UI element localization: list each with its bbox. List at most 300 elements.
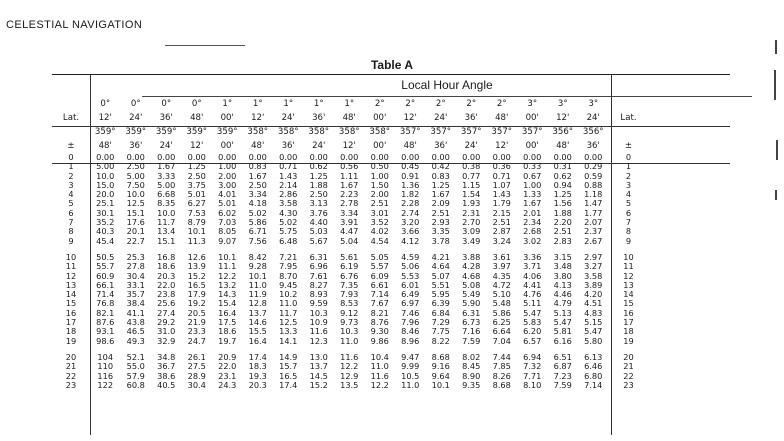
hour-angle-header: 359° [155, 127, 177, 137]
left-label [52, 97, 90, 111]
value-cell: 25.6 [157, 298, 176, 309]
value-cell: 10.1 [248, 270, 267, 281]
value-cell: 82.1 [96, 307, 115, 318]
value-cell: 3.58 [584, 270, 603, 281]
value-cell: 40.5 [157, 379, 176, 390]
hour-angle-header: 36' [586, 141, 600, 151]
value-cell: 14.1 [279, 335, 298, 346]
value-cell: 8.68 [431, 351, 450, 362]
latitude-cell: 7 [68, 217, 74, 228]
running-head: CELESTIAL NAVIGATION [6, 19, 143, 31]
value-cell: 5.86 [492, 307, 511, 318]
value-cell: 11.3 [187, 235, 206, 246]
value-cell: 1.56 [553, 198, 572, 209]
latitude-cell: 6 [68, 207, 74, 218]
latitude-cell-right: 14 [623, 289, 634, 300]
latitude-cell-right: 22 [623, 370, 634, 381]
value-cell: 1.25 [553, 189, 572, 200]
value-cell: 10.1 [431, 379, 450, 390]
value-cell: 9.28 [248, 261, 267, 272]
value-cell: 4.35 [492, 270, 511, 281]
latitude-cell: 13 [65, 279, 77, 290]
value-cell: 1.88 [553, 207, 572, 218]
latitude-cell: 16 [65, 307, 77, 318]
value-cell: 3.71 [523, 261, 542, 272]
value-cell: 43.8 [126, 317, 145, 328]
value-cell: 5.13 [553, 307, 572, 318]
value-cell: 0.00 [218, 152, 237, 162]
value-cell: 4.02 [370, 226, 389, 237]
value-cell: 7.35 [340, 279, 359, 290]
value-cell: 15.2 [309, 379, 328, 390]
value-cell: 6.13 [584, 351, 603, 362]
value-cell: 12.5 [279, 317, 298, 328]
value-cell: 3.34 [248, 189, 267, 200]
hour-angle-header: 36' [464, 113, 478, 123]
value-cell: 7.75 [431, 326, 450, 337]
hour-angle-header: 2° [496, 99, 507, 109]
value-cell: 18.6 [157, 261, 176, 272]
value-cell: 5.53 [401, 270, 420, 281]
header-rule [165, 45, 245, 46]
value-cell: 7.21 [279, 251, 298, 262]
value-cell: 6.68 [157, 189, 176, 200]
right-label: Lat. [620, 113, 637, 123]
value-cell: 6.01 [401, 279, 420, 290]
value-cell: 6.61 [370, 279, 389, 290]
value-cell: 1.25 [309, 170, 328, 181]
value-cell: 27.8 [126, 261, 145, 272]
value-cell: 5.00 [96, 161, 115, 172]
latitude-cell-right: 1 [625, 161, 632, 172]
value-cell: 0.00 [187, 152, 206, 162]
hour-angle-header: 00' [220, 141, 234, 151]
left-label: Lat. [62, 113, 80, 123]
value-cell: 1.67 [340, 179, 359, 190]
value-cell: 5.47 [523, 307, 542, 318]
value-cell: 5.86 [248, 217, 267, 228]
value-cell: 4.12 [401, 235, 420, 246]
value-cell: 13.2 [218, 279, 237, 290]
value-cell: 0.83 [248, 161, 267, 172]
value-cell: 3.78 [431, 235, 450, 246]
value-cell: 0.59 [584, 170, 603, 181]
hour-angle-header: 24' [464, 141, 478, 151]
value-cell: 5.07 [431, 270, 450, 281]
table-title: Table A [370, 58, 413, 72]
latitude-cell: 12 [65, 270, 77, 281]
value-cell: 0.00 [157, 152, 176, 162]
value-cell: 8.93 [309, 289, 328, 300]
value-cell: 1.77 [584, 207, 603, 218]
value-cell: 3.35 [431, 226, 450, 237]
value-cell: 2.51 [492, 217, 511, 228]
value-cell: 5.06 [401, 261, 420, 272]
value-cell: 13.3 [279, 326, 298, 337]
latitude-cell: 11 [65, 261, 77, 272]
latitude-cell-right: 3 [625, 179, 632, 190]
latitude-cell: 22 [65, 370, 77, 381]
value-cell: 9.12 [340, 307, 359, 318]
hour-angle-header: 358° [308, 127, 330, 137]
value-cell: 21.9 [187, 317, 206, 328]
value-cell: 7.44 [492, 351, 511, 362]
value-cell: 13.7 [309, 361, 328, 372]
value-cell: 7.14 [584, 379, 603, 390]
hour-angle-header: 48' [251, 141, 265, 151]
value-cell: 15.1 [126, 207, 145, 218]
value-cell: 7.32 [523, 361, 542, 372]
value-cell: 6.02 [218, 207, 237, 218]
value-cell: 5.02 [248, 207, 267, 218]
value-cell: 1.67 [523, 198, 542, 209]
value-cell: 20.9 [218, 351, 237, 362]
hour-angle-header: 358° [277, 127, 299, 137]
value-cell: 13.5 [340, 379, 359, 390]
latitude-cell: 18 [65, 326, 77, 337]
value-cell: 0.00 [584, 152, 603, 162]
value-cell: 0.00 [126, 152, 145, 162]
value-cell: 3.00 [218, 179, 237, 190]
value-cell: 5.10 [492, 289, 511, 300]
hour-angle-header: 357° [521, 127, 543, 137]
hour-angle-header: 1° [313, 99, 324, 109]
latitude-cell: 19 [65, 335, 77, 346]
value-cell: 2.28 [401, 198, 420, 209]
value-cell: 0.56 [340, 161, 359, 172]
value-cell: 5.75 [279, 226, 298, 237]
value-cell: 11.0 [401, 379, 420, 390]
value-cell: 6.76 [340, 270, 359, 281]
value-cell: 8.70 [279, 270, 298, 281]
value-cell: 4.40 [309, 217, 328, 228]
value-cell: 3.91 [340, 217, 359, 228]
value-cell: 40.3 [96, 226, 115, 237]
value-cell: 7.04 [492, 335, 511, 346]
latitude-cell-right: 4 [625, 189, 632, 200]
value-cell: 0.00 [401, 152, 420, 162]
value-cell: 8.76 [370, 317, 389, 328]
value-cell: 13.9 [187, 261, 206, 272]
value-cell: 2.14 [279, 179, 298, 190]
value-cell: 5.51 [431, 279, 450, 290]
hour-angle-header: 3° [527, 99, 538, 109]
value-cell: 10.1 [218, 251, 237, 262]
value-cell: 57.9 [126, 370, 145, 381]
value-cell: 1.54 [462, 189, 481, 200]
value-cell: 2.51 [431, 207, 450, 218]
value-cell: 1.11 [340, 170, 359, 181]
value-cell: 6.73 [462, 317, 481, 328]
hour-angle-header: 00' [220, 113, 234, 123]
latitude-cell-right: 5 [625, 198, 632, 209]
value-cell: 30.4 [126, 270, 145, 281]
value-cell: 17.9 [187, 289, 206, 300]
value-cell: 46.5 [126, 326, 145, 337]
value-cell: 2.51 [370, 198, 389, 209]
value-cell: 3.58 [279, 198, 298, 209]
right-label [609, 97, 649, 111]
hour-angle-header: 356° [582, 127, 604, 137]
value-cell: 7.59 [462, 335, 481, 346]
value-cell: 2.50 [126, 161, 145, 172]
value-cell: 0.45 [401, 161, 420, 172]
latitude-cell-right: 0 [625, 152, 632, 162]
value-cell: 11.0 [370, 361, 389, 372]
value-cell: 76.8 [96, 298, 115, 309]
value-cell: 2.01 [523, 207, 542, 218]
value-cell: 9.64 [431, 370, 450, 381]
value-cell: 8.35 [157, 198, 176, 209]
value-cell: 9.47 [401, 351, 420, 362]
value-cell: 5.00 [157, 179, 176, 190]
value-cell: 0.00 [492, 152, 511, 162]
value-cell: 5.02 [279, 217, 298, 228]
hour-angle-header: 48' [403, 141, 417, 151]
hour-angle-header: 12' [342, 141, 356, 151]
value-cell: 13.7 [248, 307, 267, 318]
value-cell: 6.46 [584, 361, 603, 372]
value-cell: 6.25 [492, 317, 511, 328]
value-cell: 1.00 [523, 179, 542, 190]
value-cell: 55.0 [126, 361, 145, 372]
value-cell: 17.5 [218, 317, 237, 328]
value-cell: 8.22 [431, 335, 450, 346]
value-cell: 9.30 [370, 326, 389, 337]
value-cell: 3.33 [157, 170, 176, 181]
hour-angle-header: 12' [495, 141, 509, 151]
value-cell: 4.64 [431, 261, 450, 272]
value-cell: 16.8 [157, 251, 176, 262]
value-cell: 6.19 [340, 261, 359, 272]
value-cell: 1.18 [584, 189, 603, 200]
value-cell: 13.4 [157, 226, 176, 237]
value-cell: 0.00 [248, 152, 267, 162]
value-cell: 4.41 [523, 279, 542, 290]
value-cell: 19.2 [187, 298, 206, 309]
value-cell: 9.86 [370, 335, 389, 346]
hour-angle-header: 2° [405, 99, 416, 109]
value-cell: 5.83 [523, 317, 542, 328]
value-cell: 32.9 [157, 335, 176, 346]
hour-angle-header: 2° [466, 99, 477, 109]
left-label: ± [67, 141, 75, 151]
value-cell: 6.51 [553, 351, 572, 362]
value-cell: 38.6 [157, 370, 176, 381]
value-cell: 7.56 [248, 235, 267, 246]
value-cell: 0.31 [553, 161, 572, 172]
value-cell: 18.6 [218, 326, 237, 337]
value-cell: 25.1 [96, 198, 115, 209]
value-cell: 0.50 [370, 161, 389, 172]
value-cell: 22.0 [218, 361, 237, 372]
value-cell: 93.1 [96, 326, 115, 337]
value-cell: 30.1 [96, 207, 115, 218]
hour-angle-header: 48' [495, 113, 509, 123]
value-cell: 4.68 [462, 270, 481, 281]
hour-angle-header: 1° [222, 99, 233, 109]
value-cell: 110 [97, 361, 114, 372]
value-cell: 11.0 [279, 298, 298, 309]
value-cell: 4.30 [279, 207, 298, 218]
value-cell: 0.77 [462, 170, 481, 181]
hour-angle-header: 1° [283, 99, 294, 109]
hour-angle-header: 12' [403, 113, 417, 123]
value-cell: 33.1 [126, 279, 145, 290]
hour-angle-header: 359° [94, 127, 116, 137]
value-cell: 7.50 [126, 179, 145, 190]
value-cell: 6.09 [370, 270, 389, 281]
value-cell: 8.79 [187, 217, 206, 228]
value-cell: 4.72 [492, 279, 511, 290]
value-cell: 2.78 [340, 198, 359, 209]
right-label [609, 125, 649, 139]
value-cell: 0.91 [401, 170, 420, 181]
value-cell: 8.96 [401, 335, 420, 346]
value-cell: 11.7 [279, 307, 298, 318]
value-cell: 0.94 [553, 179, 572, 190]
value-cell: 9.16 [431, 361, 450, 372]
value-cell: 6.80 [584, 370, 603, 381]
value-cell: 1.93 [462, 198, 481, 209]
value-cell: 6.48 [279, 235, 298, 246]
value-cell: 60.8 [126, 379, 145, 390]
value-cell: 10.1 [187, 226, 206, 237]
value-cell: 6.71 [248, 226, 267, 237]
value-cell: 3.52 [370, 217, 389, 228]
latitude-cell-right: 18 [623, 326, 634, 337]
value-cell: 10.0 [157, 207, 176, 218]
value-cell: 5.48 [492, 298, 511, 309]
hour-angle-header: 2° [374, 99, 385, 109]
value-cell: 3.36 [523, 251, 542, 262]
value-cell: 3.97 [492, 261, 511, 272]
value-cell: 3.48 [553, 261, 572, 272]
value-cell: 0.00 [462, 152, 481, 162]
value-cell: 15.4 [218, 298, 237, 309]
value-cell: 98.6 [96, 335, 115, 346]
value-cell: 4.06 [523, 270, 542, 281]
value-cell: 2.93 [431, 217, 450, 228]
latitude-cell-right: 13 [623, 279, 634, 290]
hour-angle-header: 00' [373, 113, 387, 123]
value-cell: 45.4 [96, 235, 115, 246]
value-cell: 0.29 [584, 161, 603, 172]
value-cell: 0.00 [553, 152, 572, 162]
value-cell: 11.9 [248, 289, 267, 300]
value-cell: 8.27 [309, 279, 328, 290]
value-cell: 5.57 [370, 261, 389, 272]
value-cell: 9.35 [462, 379, 481, 390]
value-cell: 26.1 [187, 351, 206, 362]
value-cell: 1.82 [401, 189, 420, 200]
value-cell: 1.43 [492, 189, 511, 200]
value-cell: 2.00 [370, 189, 389, 200]
value-cell: 15.2 [187, 270, 206, 281]
latitude-cell: 20 [65, 351, 77, 362]
value-cell: 35.7 [126, 289, 145, 300]
value-cell: 29.2 [157, 317, 176, 328]
value-cell: 14.6 [248, 317, 267, 328]
value-cell: 5.47 [584, 326, 603, 337]
value-cell: 116 [97, 370, 114, 381]
value-cell: 10.4 [370, 351, 389, 362]
value-cell: 2.34 [523, 217, 542, 228]
value-cell: 15.1 [157, 235, 176, 246]
value-cell: 5.05 [370, 251, 389, 262]
value-cell: 7.59 [553, 379, 572, 390]
value-cell: 1.67 [248, 170, 267, 181]
hour-angle-header: 357° [491, 127, 513, 137]
value-cell: 6.57 [523, 335, 542, 346]
hour-angle-header: 24' [312, 141, 326, 151]
value-cell: 31.0 [157, 326, 176, 337]
value-cell: 35.2 [96, 217, 115, 228]
hour-angle-header: 358° [338, 127, 360, 137]
value-cell: 6.31 [462, 307, 481, 318]
value-cell: 0.71 [492, 170, 511, 181]
hour-angle-header: 357° [399, 127, 421, 137]
value-cell: 25.3 [126, 251, 145, 262]
hour-angle-header: 1° [252, 99, 263, 109]
value-cell: 0.00 [431, 152, 450, 162]
value-cell: 16.5 [187, 279, 206, 290]
hour-angle-header: 12' [556, 113, 570, 123]
value-cell: 6.94 [523, 351, 542, 362]
value-cell: 15.5 [248, 326, 267, 337]
value-cell: 7.46 [401, 307, 420, 318]
value-cell: 10.3 [340, 326, 359, 337]
value-cell: 12.6 [187, 251, 206, 262]
page-edge-marks [773, 30, 779, 230]
value-cell: 14.5 [309, 370, 328, 381]
latitude-cell-right: 19 [623, 335, 634, 346]
value-cell: 7.96 [401, 317, 420, 328]
value-cell: 8.05 [218, 226, 237, 237]
value-cell: 3.13 [309, 198, 328, 209]
value-cell: 4.01 [218, 189, 237, 200]
value-cell: 8.10 [523, 379, 542, 390]
value-cell: 1.15 [462, 179, 481, 190]
value-cell: 27.4 [157, 307, 176, 318]
value-cell: 11.7 [157, 217, 176, 228]
value-cell: 15.7 [279, 361, 298, 372]
value-cell: 4.18 [248, 198, 267, 209]
value-cell: 16.4 [218, 307, 237, 318]
value-cell: 0.62 [553, 170, 572, 181]
value-cell: 1.43 [279, 170, 298, 181]
latitude-cell: 14 [65, 289, 77, 300]
value-cell: 20.3 [248, 379, 267, 390]
value-cell: 6.16 [553, 335, 572, 346]
value-cell: 6.27 [187, 198, 206, 209]
latitude-cell: 15 [65, 298, 77, 309]
hour-angle-header: 3° [588, 99, 599, 109]
value-cell: 10.2 [279, 289, 298, 300]
latitude-cell-right: 6 [625, 207, 632, 218]
value-cell: 7.71 [523, 370, 542, 381]
value-cell: 104 [97, 351, 114, 362]
value-cell: 3.09 [462, 226, 481, 237]
value-cell: 4.76 [523, 289, 542, 300]
value-cell: 6.49 [401, 289, 420, 300]
value-cell: 6.64 [492, 326, 511, 337]
value-cell: 7.53 [187, 207, 206, 218]
hour-angle-header: 12' [98, 113, 112, 123]
latitude-cell: 10 [65, 251, 77, 262]
value-cell: 18.3 [248, 361, 267, 372]
hour-angle-header: 359° [186, 127, 208, 137]
